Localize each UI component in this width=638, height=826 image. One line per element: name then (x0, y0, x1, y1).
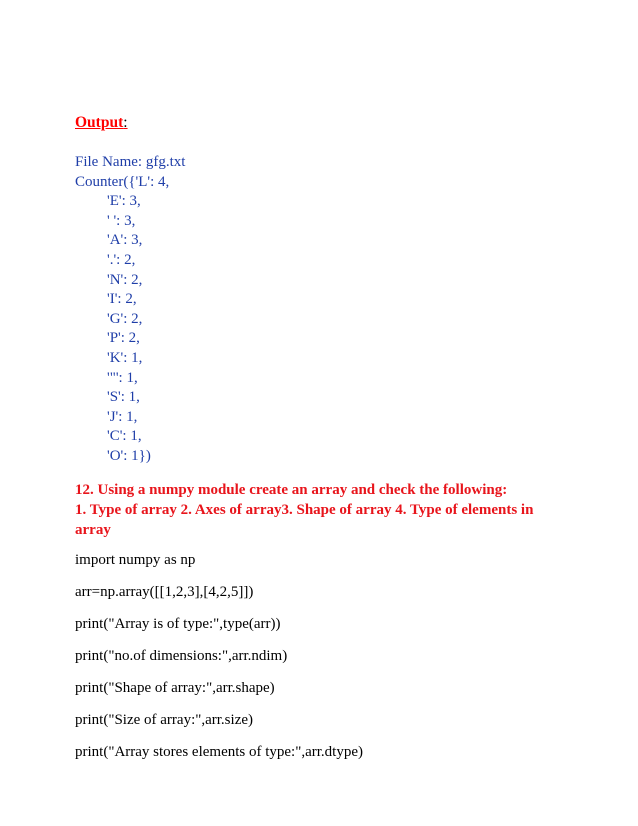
output-heading (75, 114, 128, 132)
counter-line: 'A': 3, (107, 232, 143, 249)
output-heading-colon: : (123, 114, 128, 131)
code-line: import numpy as np (75, 552, 196, 568)
code-line: print("Shape of array:",arr.shape) (75, 680, 275, 696)
question-line: 12. Using a numpy module create an array and check the following: (75, 482, 508, 498)
counter-line: 'S': 1, (107, 389, 140, 406)
counter-line: 'E': 3, (107, 193, 141, 210)
counter-line: 'I': 2, (107, 291, 137, 308)
code-line: print("Size of array:",arr.size) (75, 712, 254, 728)
file-name-line: File Name: gfg.txt (75, 154, 186, 170)
code-line: print("Array stores elements of type:",arr.dtype) (75, 744, 363, 760)
code-line: arr=np.array([[1,2,3],[4,2,5]]) (75, 584, 254, 600)
counter-line: '.': 2, (107, 251, 136, 268)
counter-line: 'C': 1, (107, 428, 142, 445)
code-line: print("Array is of type:",type(arr)) (75, 616, 281, 632)
program-output (75, 153, 185, 467)
counter-line: 'G': 2, (107, 310, 143, 327)
counter-line: 'N': 2, (107, 271, 143, 288)
output-heading-text: Output (75, 114, 124, 131)
counter-line: ' ': 3, (107, 212, 136, 229)
counter-line: '"': 1, (107, 369, 138, 386)
question-line: 1. Type of array 2. Axes of array3. Shape of array 4. Type of elements in (75, 502, 534, 518)
code-line: print("no.of dimensions:",arr.ndim) (75, 648, 288, 664)
counter-line: Counter({'L': 4, (75, 173, 170, 190)
counter-line: 'K': 1, (107, 349, 143, 366)
counter-line: 'O': 1}) (107, 447, 151, 464)
question-line: array (75, 522, 111, 538)
counter-line: 'J': 1, (107, 408, 138, 425)
question-heading (75, 480, 595, 540)
counter-line: 'P': 2, (107, 330, 140, 347)
